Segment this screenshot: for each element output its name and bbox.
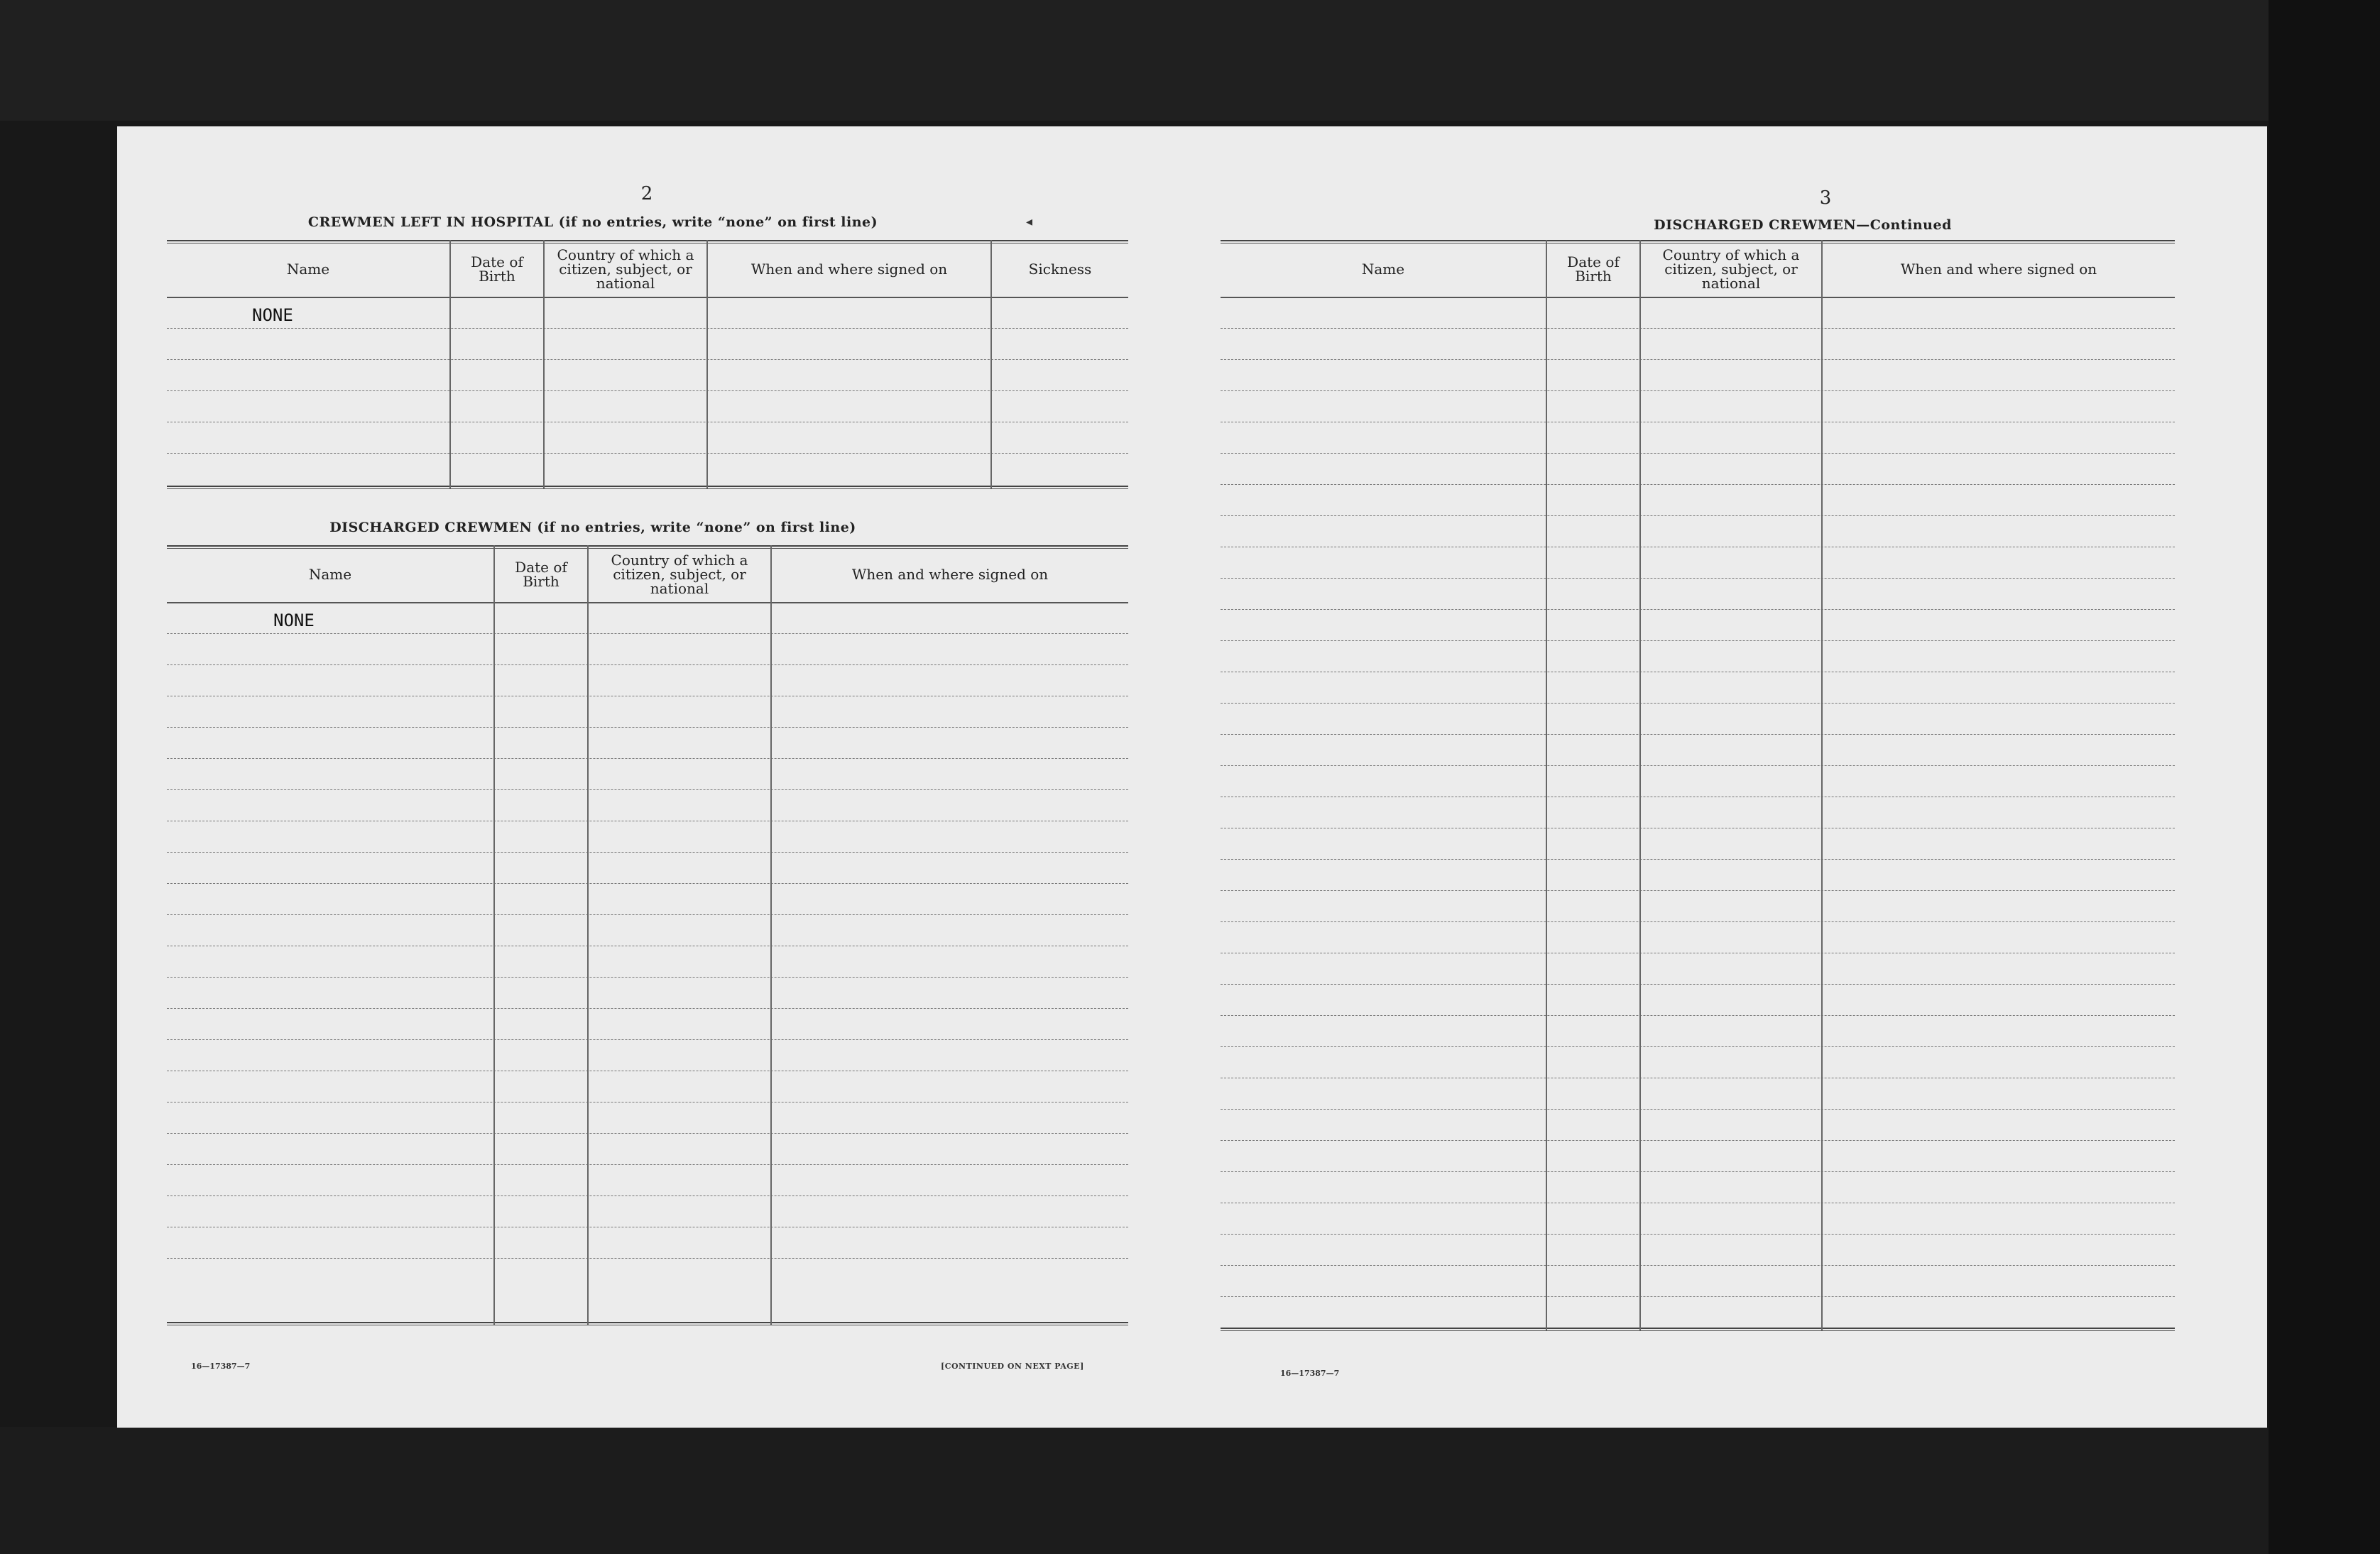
entry-line: [167, 1195, 1128, 1196]
scan-right-margin: [2269, 0, 2380, 1554]
column-header-country: Country of which a citizen, subject, or national: [611, 552, 748, 597]
entry-line: [167, 883, 1128, 884]
column-header-name: Name: [286, 261, 330, 278]
entry-line: [167, 390, 1128, 391]
entry-line: [167, 789, 1128, 790]
entry-line: [167, 1133, 1128, 1134]
left-page: [117, 126, 1192, 1428]
form-sheet: [117, 126, 2267, 1428]
form-number: 16—17387—7: [1280, 1369, 1340, 1378]
column-divider: [543, 240, 545, 488]
column-header-date-of-birth: Date of Birth: [515, 559, 567, 590]
entry-line: [167, 664, 1128, 665]
entry-line: [167, 977, 1128, 978]
entry-line: [167, 1164, 1128, 1165]
continued-note: [CONTINUED ON NEXT PAGE]: [941, 1362, 1084, 1371]
entry-line: [1221, 1265, 2175, 1266]
table-bottom-rule: [167, 1322, 1128, 1325]
entry-line: [1221, 734, 2175, 735]
page-number: 3: [1819, 187, 1832, 209]
entry-line: [1221, 484, 2175, 485]
entry-line: [167, 1008, 1128, 1009]
entry-line: [1221, 578, 2175, 579]
entry-line: [1221, 609, 2175, 610]
header-bottom-rule: [167, 297, 1128, 298]
discharged-table: [167, 545, 1128, 1340]
column-divider: [1546, 240, 1547, 1330]
entry-line: [1221, 1234, 2175, 1235]
column-divider: [770, 545, 772, 1325]
column-header-country: Country of which a citizen, subject, or national: [557, 246, 694, 292]
entry-line: [1221, 984, 2175, 985]
entry-line: [1221, 1015, 2175, 1016]
column-divider: [587, 545, 589, 1325]
entry-line: [1221, 703, 2175, 704]
column-header-date-of-birth: Date of Birth: [1567, 253, 1620, 285]
entry-line: [1221, 640, 2175, 641]
entry-line: [1221, 859, 2175, 860]
entry-line: [1221, 1296, 2175, 1297]
entry-line: [1221, 1171, 2175, 1172]
entry-line: [1221, 1140, 2175, 1141]
entry-line: [1221, 453, 2175, 454]
entry-line: [167, 727, 1128, 728]
discharged-continued-table: [1221, 240, 2175, 1347]
column-header-name: Name: [308, 566, 352, 583]
entry-line: [1221, 890, 2175, 891]
entry-line: [1221, 765, 2175, 766]
header-bottom-rule: [1221, 297, 2175, 298]
page-number: 2: [640, 183, 653, 204]
column-divider: [1821, 240, 1823, 1330]
column-divider: [493, 545, 495, 1325]
discharged-entry-name: NONE: [273, 611, 315, 630]
form-number: 16—17387—7: [191, 1362, 251, 1371]
column-header-signed-on: When and where signed on: [851, 566, 1049, 583]
column-header-date-of-birth: Date of Birth: [471, 253, 523, 285]
header-bottom-rule: [167, 602, 1128, 603]
entry-line: [1221, 359, 2175, 360]
margin-mark: ◂: [1026, 214, 1033, 229]
entry-line: [1221, 515, 2175, 516]
entry-line: [1221, 328, 2175, 329]
entry-line: [167, 453, 1128, 454]
entry-line: [167, 633, 1128, 634]
column-header-signed-on: When and where signed on: [750, 261, 948, 278]
right-page: [1192, 126, 2267, 1428]
entry-line: [167, 328, 1128, 329]
table-bottom-rule: [1221, 1328, 2175, 1331]
discharged-continued-title: DISCHARGED CREWMEN—Continued: [1654, 217, 1952, 233]
column-divider: [1639, 240, 1641, 1330]
entry-line: [167, 1039, 1128, 1040]
entry-line: [1221, 390, 2175, 391]
entry-line: [167, 1258, 1128, 1259]
entry-line: [167, 359, 1128, 360]
column-header-signed-on: When and where signed on: [1900, 261, 2097, 278]
entry-line: [167, 914, 1128, 915]
entry-line: [1221, 1046, 2175, 1047]
discharged-section-title: DISCHARGED CREWMEN (if no entries, write “none” on first line): [329, 520, 856, 535]
hospital-entry-name: NONE: [252, 305, 293, 325]
hospital-section-title: CREWMEN LEFT IN HOSPITAL (if no entries, write “none” on first line): [307, 214, 878, 230]
entry-line: [1221, 1109, 2175, 1110]
entry-line: [167, 852, 1128, 853]
table-bottom-rule: [167, 486, 1128, 489]
column-divider: [449, 240, 451, 488]
column-header-sickness: Sickness: [1028, 261, 1092, 278]
scan-top-margin: [0, 0, 2380, 121]
entry-line: [1221, 921, 2175, 922]
scan-bottom-margin: [0, 1427, 2380, 1554]
column-header-name: Name: [1361, 261, 1405, 278]
column-header-country: Country of which a citizen, subject, or national: [1662, 246, 1800, 292]
entry-line: [167, 758, 1128, 759]
